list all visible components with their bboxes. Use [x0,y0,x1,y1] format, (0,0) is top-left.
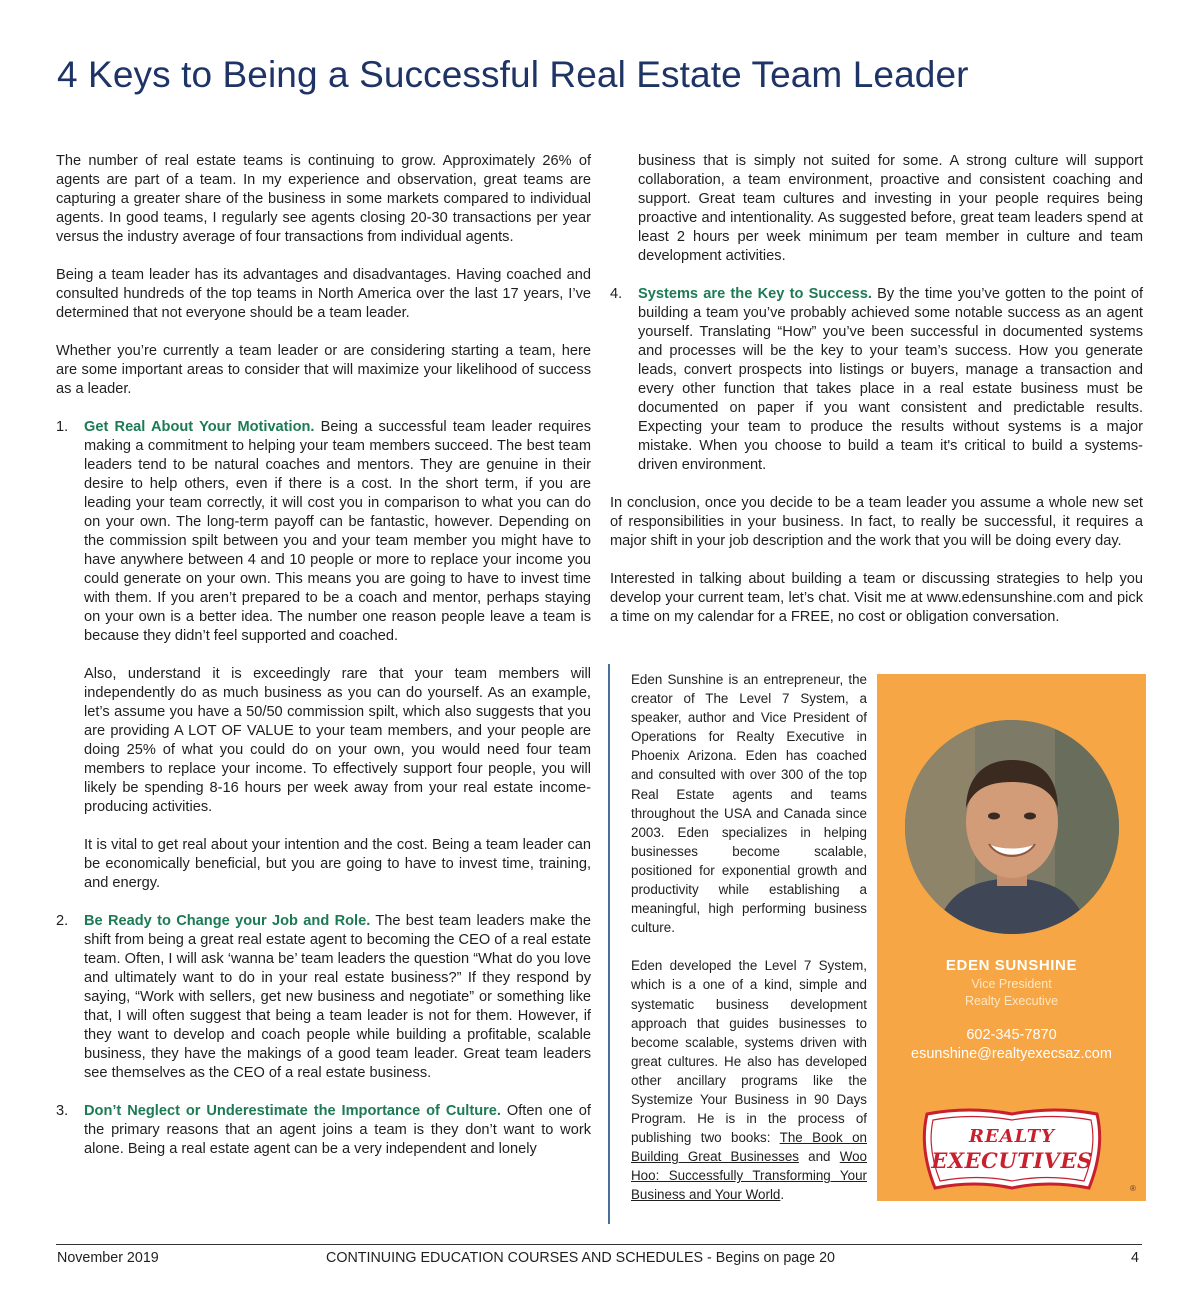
author-card [877,674,1146,1201]
card-company: Realty Executive [964,994,1059,1008]
contact-paragraph: Interested in talking about building a team or discussing strategies to help you develop your current team, let’s chat. Visit me at www.edensunshine.com and pick a time on my calendar for a FREE, no cost or obligation conversation. [610,571,1143,625]
key-item-2 [56,912,591,1083]
book-link-2[interactable]: Woo Hoo: Successfully Transforming Your Business and Your World [631,1149,867,1203]
intro-paragraph: The number of real estate teams is continuing to grow. Approximately 26% of agents are part of a team. In my experience and observation, great teams are capturing a greater share of the business in some markets compared to individual agents. In good teams, I regularly see agents closing 20-30 transactions per year versus the industry average of four transactions from individual agents. [56,153,591,245]
key-paragraph [84,418,591,646]
card-name: EDEN SUNSHINE [945,957,1078,974]
bio-text: and [798,1149,840,1165]
card-phone[interactable]: 602-345-7870 [966,1027,1057,1043]
key-paragraph [638,285,1143,475]
card-email[interactable]: esunshine@realtyexecsaz.com [911,1046,1112,1062]
key-text: By the time you’ve gotten to the point of building a team you’ve probably achieved some notable success as an agent yourself. Translating “How” you’ve been successful in documented systems and processes will be the key to your team’s success. How you generate leads, convert prospects into listings or buyers, manage a transaction and every other function that takes place in a real estate business must be documented on paper if you want consistent and predictable results. Expecting your team to produce the results without systems is a major mistake. When you choose to build a team it's critical to build a systems-driven environment. [638,286,1143,473]
key-number: 1. [56,419,69,435]
footer-section-note: CONTINUING EDUCATION COURSES AND SCHEDULES - Begins on page 20 [326,1250,836,1266]
left-column [56,152,591,1178]
article-title: 4 Keys to Being a Successful Real Estate Team Leader [57,54,969,95]
key-heading: Get Real About Your Motivation. [84,419,315,435]
right-column [610,152,1143,646]
key-text: The best team leaders make the shift from being a great real estate agent to becoming the CEO of a real estate team. Often, I will ask ‘wanna be’ team leaders the question “What do you love and ultimately want to do in your real estate business?” If they respond by saying, “Work with sellers, get new business and negotiate” or something like that, I will often suggest that being a team leader is not for them. However, if they want to develop and coach people while building a profitable, scalable business, they have the makings of a good team leader. Great team leaders see themselves as the CEO of a real estate business. [84,913,592,1081]
bio-text: . [780,1187,785,1203]
footer-divider [56,1244,1142,1245]
bio-text: Eden developed the Level 7 System, which is a one of a kind, simple and systematic business development approach that guides businesses to become scalable, systems driven with great cultures. He also has developed other ancillary programs like the Systemize Your Business in 90 Days Program. He is in the process of publishing two books: [631,958,867,1146]
logo-line-2: EXECUTIVES [931,1148,1093,1173]
key-paragraph [84,1102,591,1159]
key-heading: Systems are the Key to Success. [638,286,872,302]
key-paragraph: Also, understand it is exceedingly rare that your team members will independently do as much business as you can do yourself. As an example, let’s assume you have a 50/50 commission spilt, which also suggests that you are providing A LOT OF VALUE to your team members, and your people are doing 25% of what you could do on your own, you would need four team members to replace your income. To effectively support four people, you will likely be spending 8-16 hours per week away from your real estate income-producing activities. [84,666,591,815]
key-number: 2. [56,913,69,929]
key-item-1 [56,418,591,893]
key-text: Often one of the primary reasons that an agent joins a team is they don’t want to work alone. Being a real estate agent can be a very independent and lonely [84,1103,591,1157]
bio-paragraph [631,956,867,1204]
key-3-continued: business that is simply not suited for some. A strong culture will support collaboration, a team environment, proactive and consistent coaching and support. Great team cultures and investing in your people requires being proactive and intentionality. As suggested before, great team leaders spend at least 2 hours per week minimum per team member in culture and team development activities. [638,153,1143,264]
conclusion-paragraph: In conclusion, once you decide to be a team leader you assume a whole new set of responsibilities in your business. In fact, to really be successful, it requires a major shift in your job description and the work that you will be doing every day. [610,495,1143,549]
registered-mark: ® [1130,1184,1136,1193]
intro-paragraph: Being a team leader has its advantages and disadvantages. Having coached and consulted hundreds of the top teams in North America over the last 17 years, I’ve determined that not everyone should be a team leader. [56,267,591,321]
key-paragraph [84,912,591,1083]
intro-paragraph: Whether you’re currently a team leader or are considering starting a team, here are some important areas to consider that will maximize your likelihood of success as a leader. [56,343,591,397]
portrait-icon [905,720,1119,934]
portrait-photo [905,720,1119,934]
bio-divider [608,664,610,1224]
key-number: 4. [610,286,623,302]
key-item-4 [610,285,1143,475]
card-role: Vice President [971,977,1052,991]
key-text: Being a successful team leader requires making a commitment to helping your team members succeed. The best team leaders tend to be natural coaches and mentors. They are genuine in their desire to help others, even if there is a cost. In the short term, if you are leading your team correctly, it will cost you in comparison to what you can do on your own. The long-term payoff can be fantastic, however. Depending on the commission spilt between you and your team member you might have to have anywhere between 4 and 10 people or more to replace your income you could generate on your own. This means you are going to have to invest time with them. If you aren’t prepared to be a coach and mentor, perhaps staying on your own is a better idea. The number one reason people leave a team is because they didn’t feel supported and coached. [84,419,592,644]
footer-date: November 2019 [57,1250,159,1266]
key-paragraph: It is vital to get real about your intention and the cost. Being a team leader can be economically beneficial, but you are going to have to invest time, training, and energy. [84,837,591,891]
author-bio [631,670,867,1224]
logo-line-1: REALTY [968,1126,1056,1147]
realty-executives-logo [919,1104,1136,1193]
page-number: 4 [1131,1250,1139,1266]
book-link-1[interactable]: The Book on Building Great Businesses [631,1130,868,1165]
key-item-3 [56,1102,591,1159]
key-heading: Don’t Neglect or Underestimate the Importance of Culture. [84,1103,501,1119]
key-heading: Be Ready to Change your Job and Role. [84,913,371,929]
key-number: 3. [56,1103,69,1119]
bio-paragraph: Eden Sunshine is an entrepreneur, the creator of The Level 7 System, a speaker, author and Vice President of Operations for Realty Executive in Phoenix Arizona. Eden has coached and consulted with over 300 of the top Real Estate agents and teams throughout the USA and Canada since 2003. Eden specializes in helping businesses become scalable, positioned for exponential growth and productivity while establishing a meaningful, high performing business culture. [631,672,867,936]
